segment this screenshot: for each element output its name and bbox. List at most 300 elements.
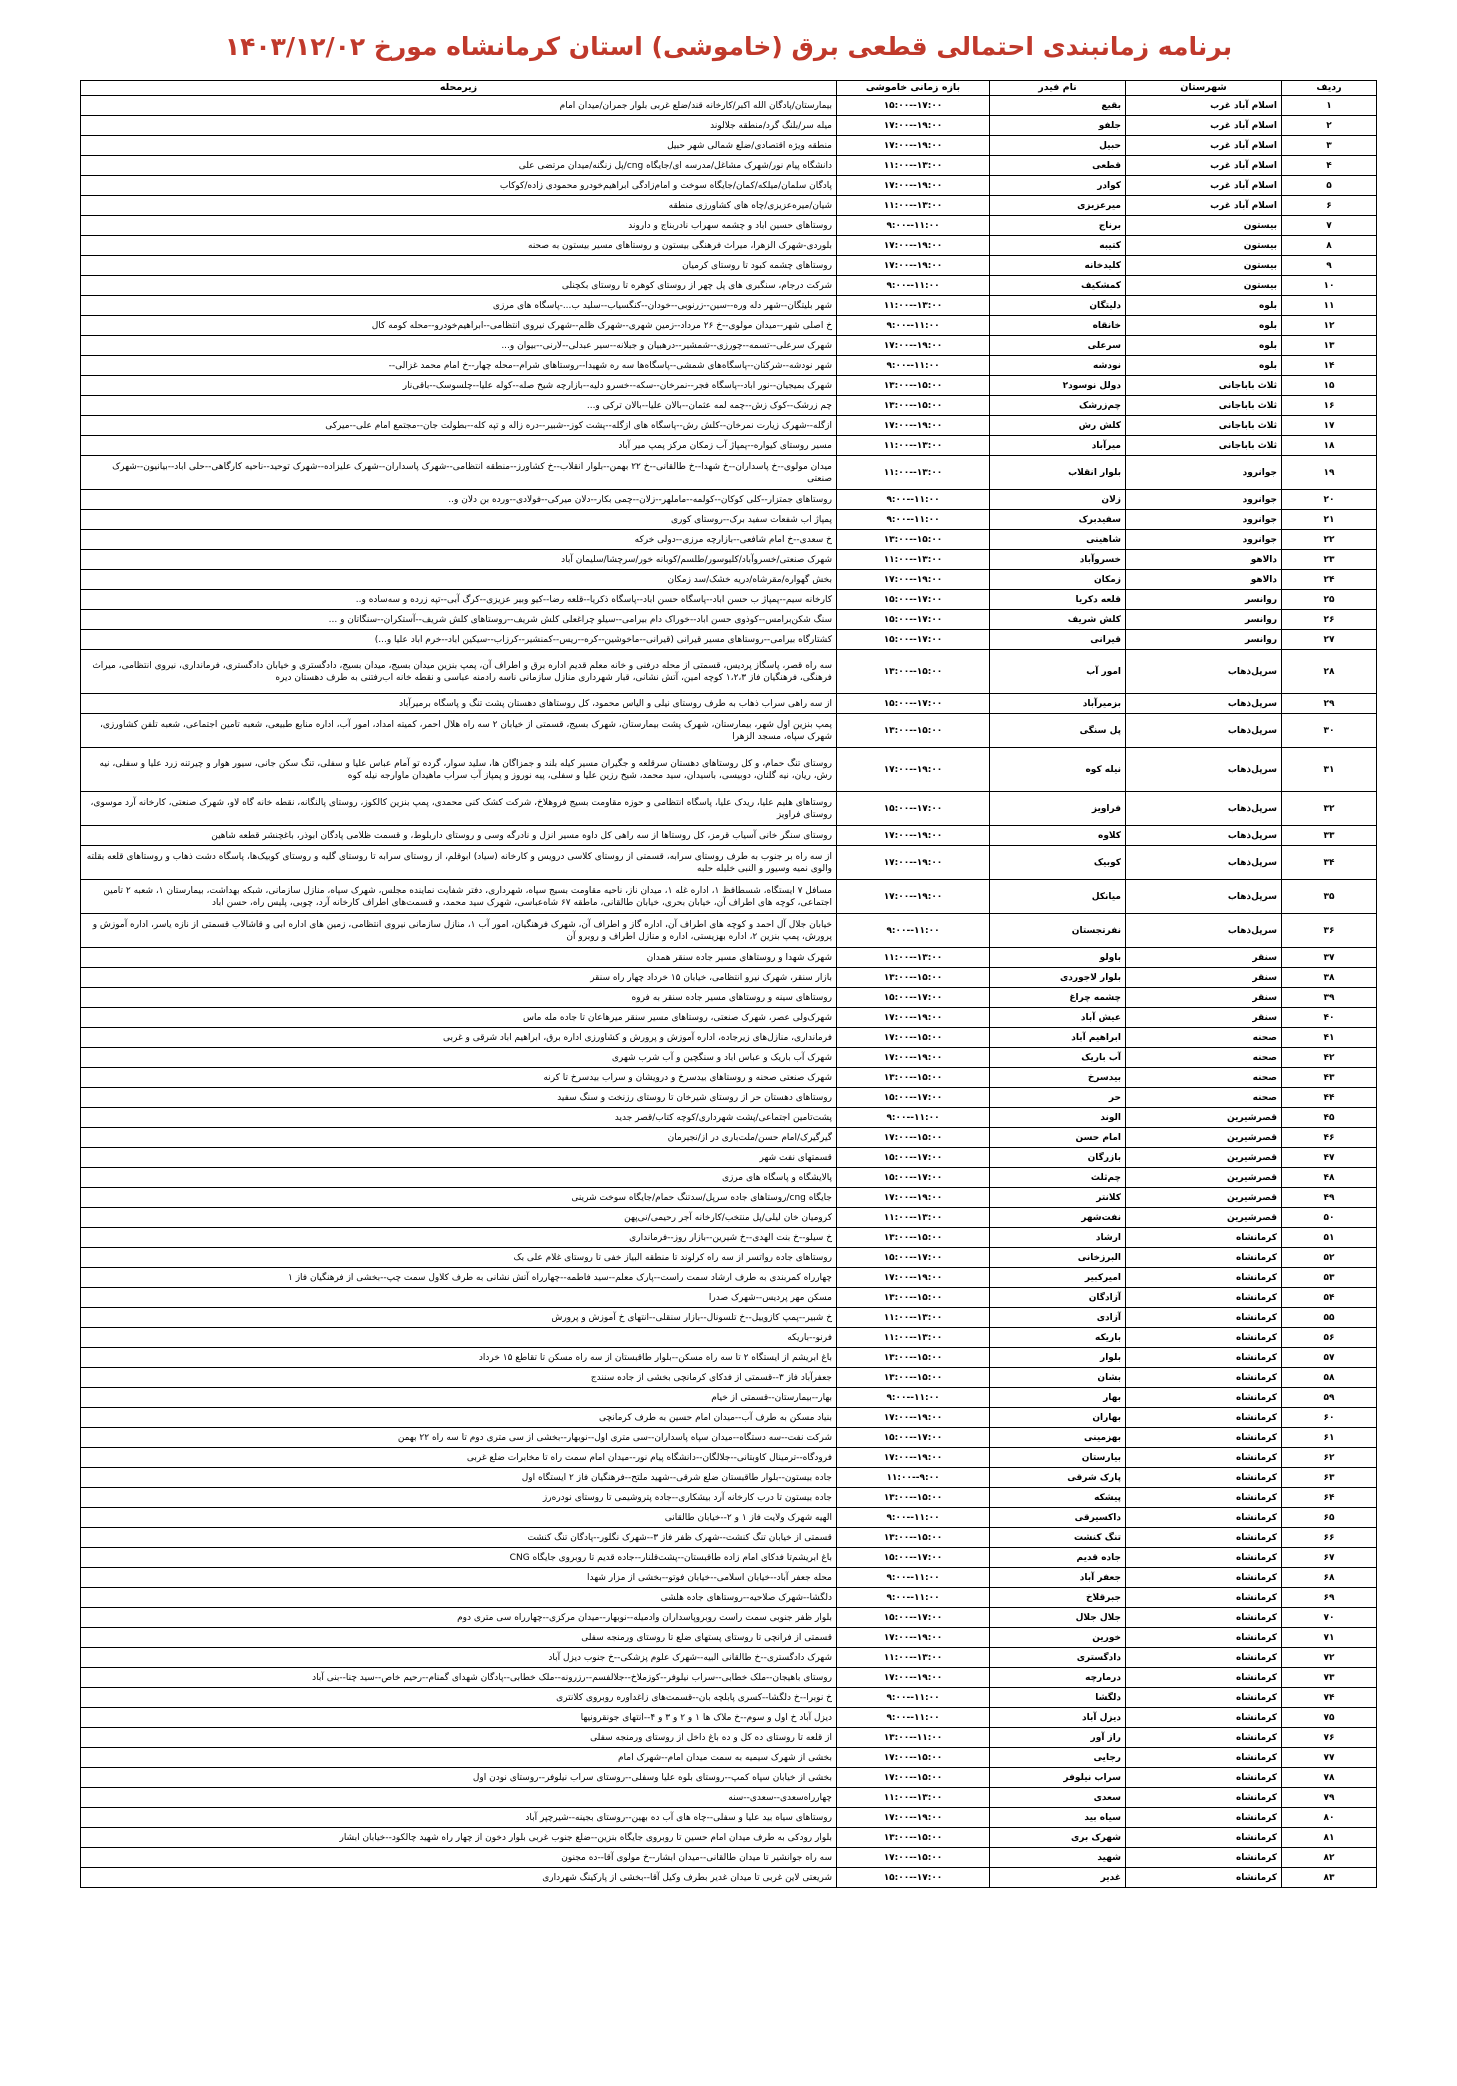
sub-area-cell: خ سیلو--خ بنت الهدی--خ شیرین--بازار روز--فرمانداری: [81, 1228, 837, 1248]
feeder-name-cell: پیشکه: [990, 1488, 1126, 1508]
feeder-name-cell: تنگ کنشت: [990, 1528, 1126, 1548]
row-number: ۱۱: [1282, 296, 1377, 316]
county-cell: سرپل‌ذهاب: [1126, 714, 1282, 748]
sub-area-cell: شهر نودشه--شرکتان--پاسگاه‌های شمشی--پاسگاه‌ها سه ر‌ه شهیدا--روستاهای شرام--محله چهار--خ امام محمد غزالی--: [81, 356, 837, 376]
row-number: ۷۰: [1282, 1608, 1377, 1628]
sub-area-cell: شرکت نفت--سه دستگاه--میدان سپاه پاسداران--سی متری اول--نوبهار--بخشی از سی متری دوم تا سه راه ۲۲ بهمن: [81, 1428, 837, 1448]
feeder-name-cell: کمشکیف: [990, 276, 1126, 296]
county-cell: سنقر: [1126, 968, 1282, 988]
feeder-name-cell: سفیدبرک: [990, 510, 1126, 530]
table-row: [81, 1468, 1377, 1488]
feeder-name-cell: چشمه چراغ: [990, 988, 1126, 1008]
table-row: [81, 1408, 1377, 1428]
county-cell: کرمانشاه: [1126, 1508, 1282, 1528]
row-number: ۴۲: [1282, 1048, 1377, 1068]
county-cell: کرمانشاه: [1126, 1288, 1282, 1308]
outage-window-cell: ۱۵:۰۰--۱۷:۰۰: [837, 1148, 990, 1168]
row-number: ۶۳: [1282, 1468, 1377, 1488]
outage-window-cell: ۱۷:۰۰--۱۵:۰۰: [837, 1768, 990, 1788]
row-number: ۴۹: [1282, 1188, 1377, 1208]
county-cell: قصرشیرین: [1126, 1168, 1282, 1188]
outage-window-cell: ۱۵:۰۰--۱۷:۰۰: [837, 590, 990, 610]
sub-area-cell: قسمتهای نفت شهر: [81, 1148, 837, 1168]
outage-window-cell: ۱۱:۰۰--۱۳:۰۰: [837, 196, 990, 216]
county-cell: بلوه: [1126, 356, 1282, 376]
row-number: ۸۳: [1282, 1868, 1377, 1888]
row-number: ۱۷: [1282, 416, 1377, 436]
outage-window-cell: ۱۷:۰۰--۱۹:۰۰: [837, 1188, 990, 1208]
row-number: ۳۱: [1282, 748, 1377, 792]
outage-window-cell: ۱۷:۰۰--۱۵:۰۰: [837, 1748, 990, 1768]
row-number: ۱۸: [1282, 436, 1377, 456]
sub-area-cell: روستای سنگر خانی آسیاب قرمز، کل روستاها از سه راهی کل داوه مسیر انزل و نادرگه وسی و روستای داربلوط، و قسمت ظلامی پادگان ابوذر، باغچنشر قطعه شاهین: [81, 826, 837, 846]
outage-window-cell: ۱۱:۰۰--۱۳:۰۰: [837, 1648, 990, 1668]
feeder-name-cell: زلان: [990, 490, 1126, 510]
outage-window-cell: ۱۳:۰۰--۱۵:۰۰: [837, 1368, 990, 1388]
row-number: ۷۹: [1282, 1788, 1377, 1808]
county-cell: بیستون: [1126, 256, 1282, 276]
feeder-name-cell: بیارستان: [990, 1448, 1126, 1468]
table-row: [81, 236, 1377, 256]
county-cell: کرمانشاه: [1126, 1808, 1282, 1828]
county-cell: کرمانشاه: [1126, 1748, 1282, 1768]
outage-window-cell: ۱۱:۰۰--۱۳:۰۰: [837, 1208, 990, 1228]
row-number: ۵۷: [1282, 1348, 1377, 1368]
row-number: ۳۵: [1282, 880, 1377, 914]
feeder-name-cell: درمارچه: [990, 1668, 1126, 1688]
feeder-name-cell: زمکان: [990, 570, 1126, 590]
feeder-name-cell: چم‌ثلث: [990, 1168, 1126, 1188]
county-cell: بیستون: [1126, 236, 1282, 256]
outage-window-cell: ۱۱:۰۰--۹:۰۰: [837, 1468, 990, 1488]
county-cell: روانسر: [1126, 610, 1282, 630]
outage-window-cell: ۱۷:۰۰--۱۹:۰۰: [837, 336, 990, 356]
outage-window-cell: ۱۱:۰۰--۱۳:۰۰: [837, 156, 990, 176]
sub-area-cell: بهار--بیمارستان--قسمتی از خیام: [81, 1388, 837, 1408]
row-number: ۴۶: [1282, 1128, 1377, 1148]
county-cell: قصرشیرین: [1126, 1188, 1282, 1208]
outage-window-cell: ۱۳:۰۰--۱۵:۰۰: [837, 1228, 990, 1248]
table-row: [81, 914, 1377, 948]
feeder-name-cell: دلیتگان: [990, 296, 1126, 316]
feeder-name-cell: سراب نیلوفر: [990, 1768, 1126, 1788]
feeder-name-cell: باولو: [990, 948, 1126, 968]
row-number: ۶۸: [1282, 1568, 1377, 1588]
outage-window-cell: ۱۷:۰۰--۱۹:۰۰: [837, 116, 990, 136]
county-cell: کرمانشاه: [1126, 1408, 1282, 1428]
outage-window-cell: ۹:۰۰--۱۱:۰۰: [837, 1588, 990, 1608]
table-row: [81, 530, 1377, 550]
outage-window-cell: ۱۳:۰۰--۱۱:۰۰: [837, 1728, 990, 1748]
feeder-name-cell: امیرکبیر: [990, 1268, 1126, 1288]
county-cell: کرمانشاه: [1126, 1628, 1282, 1648]
table-row: [81, 880, 1377, 914]
county-cell: روانسر: [1126, 630, 1282, 650]
county-cell: کرمانشاه: [1126, 1848, 1282, 1868]
county-cell: سنقر: [1126, 1008, 1282, 1028]
outage-window-cell: ۱۵:۰۰--۱۷:۰۰: [837, 1428, 990, 1448]
sub-area-cell: خ سعدی--خ امام شافعی--بازارچه مرزی--دولی خرکه: [81, 530, 837, 550]
row-number: ۲۳: [1282, 550, 1377, 570]
county-cell: سنقر: [1126, 948, 1282, 968]
feeder-name-cell: آب باریک: [990, 1048, 1126, 1068]
outage-window-cell: ۱۷:۰۰--۱۵:۰۰: [837, 1128, 990, 1148]
row-number: ۱۹: [1282, 456, 1377, 490]
row-number: ۴۰: [1282, 1008, 1377, 1028]
row-number: ۴۷: [1282, 1148, 1377, 1168]
outage-window-cell: ۱۷:۰۰--۱۹:۰۰: [837, 748, 990, 792]
row-number: ۷۴: [1282, 1688, 1377, 1708]
row-number: ۸۱: [1282, 1828, 1377, 1848]
outage-window-cell: ۱۷:۰۰--۱۹:۰۰: [837, 1668, 990, 1688]
feeder-name-cell: چم‌زرشک: [990, 396, 1126, 416]
table-row: [81, 1728, 1377, 1748]
outage-window-cell: ۱۵:۰۰--۱۷:۰۰: [837, 1088, 990, 1108]
county-cell: اسلام آباد غرب: [1126, 176, 1282, 196]
outage-window-cell: ۱۷:۰۰--۱۹:۰۰: [837, 1808, 990, 1828]
sub-area-cell: شهرک صنعتی صحنه و روستاهای بیدسرخ و درویشان و سراب بیدسرخ تا کرنه: [81, 1068, 837, 1088]
feeder-name-cell: جلال جلال: [990, 1608, 1126, 1628]
sub-area-cell: روستای باهیجان--ملک خطابی--سراب نیلوفر--کوزملاخ--جلالفسم--رزرونه--ملک خطابی--پادگان شهدای گمنام--رحیم خاص--سید چنا--بنی آباد: [81, 1668, 837, 1688]
county-cell: کرمانشاه: [1126, 1468, 1282, 1488]
outage-window-cell: ۱۷:۰۰--۱۵:۰۰: [837, 1028, 990, 1048]
sub-area-cell: منطقه ویژه اقتصادی/ضلع شمالی شهر حبیل: [81, 136, 837, 156]
sub-area-cell: روستاهای چشمه کبود تا روستای کرمیان: [81, 256, 837, 276]
outage-window-cell: ۹:۰۰--۱۱:۰۰: [837, 510, 990, 530]
sub-area-cell: خ شبیر--پمپ کازوییل--خ تلسونال--بازار سنقلی--انتهای خ آموزش و پرورش: [81, 1308, 837, 1328]
table-row: [81, 490, 1377, 510]
row-number: ۲۵: [1282, 590, 1377, 610]
outage-window-cell: ۱۳:۰۰--۱۵:۰۰: [837, 376, 990, 396]
outage-window-cell: ۱۵:۰۰--۱۷:۰۰: [837, 1548, 990, 1568]
outage-window-cell: ۹:۰۰--۱۱:۰۰: [837, 1108, 990, 1128]
sub-area-cell: قسمتی از فرانچی تا روستای پستهای ضلع تا روستای ورمنجه سفلی: [81, 1628, 837, 1648]
sub-area-cell: شهر بلیتگان--شهر دله وره--سین--زرنوبی--خودان--کنگسیاب--سلید ب...-پاسگاه های مرزی: [81, 296, 837, 316]
sub-area-cell: از قلعه تا روستای ده کل و ده باغ داخل از روستای ورمنجه سفلی: [81, 1728, 837, 1748]
outage-window-cell: ۹:۰۰--۱۱:۰۰: [837, 356, 990, 376]
outage-window-cell: ۱۳:۰۰--۱۵:۰۰: [837, 1068, 990, 1088]
sub-area-cell: شرکت درجام، سنگبری های پل چهر از روستای کوهره تا روستای بکچنلی: [81, 276, 837, 296]
row-number: ۶۴: [1282, 1488, 1377, 1508]
outage-window-cell: ۱۵:۰۰--۱۷:۰۰: [837, 1868, 990, 1888]
county-cell: سرپل‌ذهاب: [1126, 846, 1282, 880]
county-cell: کرمانشاه: [1126, 1728, 1282, 1748]
feeder-name-cell: قلعه دکریا: [990, 590, 1126, 610]
table-row: [81, 1048, 1377, 1068]
feeder-name-cell: کلاوه: [990, 826, 1126, 846]
header-row-number: ردیف: [1282, 81, 1377, 96]
feeder-name-cell: بازرگان: [990, 1148, 1126, 1168]
sub-area-cell: باغ ابریشم‌تا فدکای امام زاده طاقبستان--پشت‌قلنار--جاده قدیم تا روبروی جایگاه CNG: [81, 1548, 837, 1568]
county-cell: اسلام آباد غرب: [1126, 156, 1282, 176]
outage-window-cell: ۱۳:۰۰--۱۵:۰۰: [837, 714, 990, 748]
sub-area-cell: قسمتی از خیابان تنگ کنشت--شهرک ظفر فاز ۳--شهرک نگلور--پادگان تنگ کنشت: [81, 1528, 837, 1548]
feeder-name-cell: شهید: [990, 1848, 1126, 1868]
county-cell: کرمانشاه: [1126, 1488, 1282, 1508]
sub-area-cell: جایگاه cng/روستاهای جاده سرپل/سدتنگ حمام/جایگاه سوخت شرینی: [81, 1188, 837, 1208]
county-cell: کرمانشاه: [1126, 1428, 1282, 1448]
row-number: ۹: [1282, 256, 1377, 276]
row-number: ۵۸: [1282, 1368, 1377, 1388]
county-cell: صحنه: [1126, 1048, 1282, 1068]
county-cell: بلوه: [1126, 316, 1282, 336]
table-row: [81, 948, 1377, 968]
row-number: ۲۰: [1282, 490, 1377, 510]
table-row: [81, 1068, 1377, 1088]
county-cell: کرمانشاه: [1126, 1548, 1282, 1568]
feeder-name-cell: جاده قدیم: [990, 1548, 1126, 1568]
feeder-name-cell: بزمیرآباد: [990, 694, 1126, 714]
county-cell: بلوه: [1126, 296, 1282, 316]
table-row: [81, 1608, 1377, 1628]
feeder-name-cell: راز آور: [990, 1728, 1126, 1748]
table-row: [81, 96, 1377, 116]
county-cell: اسلام آباد غرب: [1126, 116, 1282, 136]
row-number: ۴۳: [1282, 1068, 1377, 1088]
outage-window-cell: ۱۳:۰۰--۱۵:۰۰: [837, 1488, 990, 1508]
county-cell: سرپل‌ذهاب: [1126, 792, 1282, 826]
sub-area-cell: روستای تنگ حمام، و کل روستاهای دهستان سرقلعه و جگیران مسیر کیله بلند و جمزاگان ها، سلید سوار، گرده تو آمام عباس علیا و سفلی، تنگ سکن جانی، سیور هوار و چیرتنه زرد علیا و سفلی، نیه رش، ریان، نیه گلنان، دوبیسی، باسیدان، سید محمد، شیخ رزین علیا و سفلی، پیه نوروز و پمپاز آب سراب ماهیدان ماوارجه نیله کوه: [81, 748, 837, 792]
county-cell: قصرشیرین: [1126, 1128, 1282, 1148]
county-cell: کرمانشاه: [1126, 1328, 1282, 1348]
feeder-name-cell: حبیل: [990, 136, 1126, 156]
table-row: [81, 356, 1377, 376]
row-number: ۱۴: [1282, 356, 1377, 376]
table-row: [81, 748, 1377, 792]
row-number: ۱: [1282, 96, 1377, 116]
feeder-name-cell: البرزخانی: [990, 1248, 1126, 1268]
table-row: [81, 216, 1377, 236]
row-number: ۱۳: [1282, 336, 1377, 356]
county-cell: کرمانشاه: [1126, 1228, 1282, 1248]
sub-area-cell: میله سر/بلنگ گرد/منطقه جلالوند: [81, 116, 837, 136]
county-cell: کرمانشاه: [1126, 1388, 1282, 1408]
outage-window-cell: ۱۱:۰۰--۱۳:۰۰: [837, 1788, 990, 1808]
table-row: [81, 1248, 1377, 1268]
header-outage-window: بازه زمانی خاموشی: [837, 81, 990, 96]
row-number: ۷۸: [1282, 1768, 1377, 1788]
row-number: ۶۵: [1282, 1508, 1377, 1528]
table-row: [81, 1628, 1377, 1648]
table-row: [81, 1188, 1377, 1208]
county-cell: سرپل‌ذهاب: [1126, 880, 1282, 914]
table-row: [81, 630, 1377, 650]
county-cell: کرمانشاه: [1126, 1648, 1282, 1668]
sub-area-cell: خ نوبرا--خ دلگشا--کسری پابلچه بان--قسمت‌های زاغداوره روبروی کلانتری: [81, 1688, 837, 1708]
table-row: [81, 1308, 1377, 1328]
table-row: [81, 1668, 1377, 1688]
outage-window-cell: ۱۵:۰۰--۱۷:۰۰: [837, 792, 990, 826]
table-row: [81, 1788, 1377, 1808]
sub-area-cell: دانشگاه پیام نور/شهرک مشاغل/مدرسه ای/جایگاه cng/پل زنگنه/میدان مرتضی علی: [81, 156, 837, 176]
table-row: [81, 1088, 1377, 1108]
county-cell: اسلام آباد غرب: [1126, 96, 1282, 116]
row-number: ۲۹: [1282, 694, 1377, 714]
row-number: ۷۲: [1282, 1648, 1377, 1668]
row-number: ۳۷: [1282, 948, 1377, 968]
row-number: ۵۴: [1282, 1288, 1377, 1308]
table-row: [81, 416, 1377, 436]
county-cell: سرپل‌ذهاب: [1126, 694, 1282, 714]
outage-window-cell: ۱۵:۰۰--۱۷:۰۰: [837, 1248, 990, 1268]
sub-area-cell: بازار سنقر، شهرک نیرو انتظامی، خیابان ۱۵ خرداد چهار راه سنقر: [81, 968, 837, 988]
feeder-name-cell: نودشه: [990, 356, 1126, 376]
county-cell: کرمانشاه: [1126, 1248, 1282, 1268]
outage-window-cell: ۱۷:۰۰--۱۹:۰۰: [837, 1408, 990, 1428]
county-cell: جوانرود: [1126, 530, 1282, 550]
sub-area-cell: شهرک دادگستری--خ طالقانی البیه--شهرک علوم پزشکی--خ جنوب دیزل آباد: [81, 1648, 837, 1668]
county-cell: دالاهو: [1126, 570, 1282, 590]
row-number: ۳۹: [1282, 988, 1377, 1008]
sub-area-cell: از سه راهی سراب ذهاب به طرف روستای نیلی و الیاس محمود، کل روستاهای دهستان پشت تنگ و پاسگاه برمیرآباد: [81, 694, 837, 714]
feeder-name-cell: باریکه: [990, 1328, 1126, 1348]
row-number: ۵: [1282, 176, 1377, 196]
outage-window-cell: ۱۷:۰۰--۱۹:۰۰: [837, 176, 990, 196]
table-row: [81, 610, 1377, 630]
sub-area-cell: محله جعفر آباد--خیابان اسلامی--خیابان فوتو--بخشی از مزار شهدا: [81, 1568, 837, 1588]
sub-area-cell: چهارراه‌سعدی--سعدی--سنه: [81, 1788, 837, 1808]
outage-window-cell: ۱۵:۰۰--۱۷:۰۰: [837, 694, 990, 714]
feeder-name-cell: کلیدخانه: [990, 256, 1126, 276]
table-row: [81, 1388, 1377, 1408]
table-row: [81, 792, 1377, 826]
feeder-name-cell: خانقاه: [990, 316, 1126, 336]
sub-area-cell: مسکن مهر پردیس--شهرک صدرا: [81, 1288, 837, 1308]
sub-area-cell: بلوار ظفر جنوبی سمت راست روبروپاسداران وادمیله--نوبهار--میدان مرکزی--چهارراه سی متری دوم: [81, 1608, 837, 1628]
outage-window-cell: ۱۱:۰۰--۱۳:۰۰: [837, 948, 990, 968]
outage-window-cell: ۹:۰۰--۱۱:۰۰: [837, 1708, 990, 1728]
table-row: [81, 316, 1377, 336]
table-row: [81, 156, 1377, 176]
table-row: [81, 1688, 1377, 1708]
outage-window-cell: ۱۵:۰۰--۱۷:۰۰: [837, 1168, 990, 1188]
sub-area-cell: فرنو--باریکه: [81, 1328, 837, 1348]
row-number: ۳۲: [1282, 792, 1377, 826]
sub-area-cell: دیزل آباد خ اول و سوم--خ ملاک ها ۱ و ۲ و ۳ و ۴--انتهای جونقرونیها: [81, 1708, 837, 1728]
feeder-name-cell: خسروآباد: [990, 550, 1126, 570]
county-cell: ثلاث باباجانی: [1126, 376, 1282, 396]
county-cell: قصرشیرین: [1126, 1108, 1282, 1128]
sub-area-cell: از سه راه بر جنوب به طرف روستای سرابه، قسمتی از روستای کلاسی درویس و کارخانه (سیاد) ابوقلم، از روستای سرابه تا روستای گلیه و روستای کوبیک‌ها، پاسگاه دشت ذهاب و روستاهای قلعه بقلته والوی نمیه وسیور و النبی خلبله حلبه: [81, 846, 837, 880]
sub-area-cell: روستاهای جاده رواتسر از سه راه کرلوند تا منطقه البیاز خفی تا روستای غلام علی بک: [81, 1248, 837, 1268]
table-row: [81, 1168, 1377, 1188]
outage-window-cell: ۱۵:۰۰--۱۷:۰۰: [837, 630, 990, 650]
outage-window-cell: ۱۵:۰۰--۱۷:۰۰: [837, 96, 990, 116]
sub-area-cell: شهرک‌ولی عصر، شهرک صنعتی، روستاهای مسیر سنقر میرهاعان تا جاده مله ماس: [81, 1008, 837, 1028]
row-number: ۲۷: [1282, 630, 1377, 650]
sub-area-cell: بنیاد مسکن به طرف آب--میدان امام حسین به طرف کرمانچی: [81, 1408, 837, 1428]
table-row: [81, 1028, 1377, 1048]
row-number: ۱۰: [1282, 276, 1377, 296]
county-cell: جوانرود: [1126, 510, 1282, 530]
county-cell: کرمانشاه: [1126, 1588, 1282, 1608]
row-number: ۶۰: [1282, 1408, 1377, 1428]
feeder-name-cell: کوادر: [990, 176, 1126, 196]
header-sub-area: زیرمحله: [81, 81, 837, 96]
table-row: [81, 1448, 1377, 1468]
sub-area-cell: سه راه جوانشیر تا میدان طالقانی--میدان ابشار--خ مولوی آقا--ده مجنون: [81, 1848, 837, 1868]
outage-window-cell: ۱۳:۰۰--۱۵:۰۰: [837, 968, 990, 988]
table-row: [81, 1368, 1377, 1388]
row-number: ۱۶: [1282, 396, 1377, 416]
row-number: ۵۰: [1282, 1208, 1377, 1228]
county-cell: ثلاث باباجانی: [1126, 436, 1282, 456]
sub-area-cell: بلوار رودکی به طرف میدان امام حسین تا روبروی جایگاه بنزین--ضلع جنوب غربی بلوار دخون از چهار راه شهید چالکود--خیابان ابشار: [81, 1828, 837, 1848]
table-row: [81, 276, 1377, 296]
sub-area-cell: چم زرشک--کوک زش--چمه لمه عثمان--بالان علیا--بالان ترکی و...: [81, 396, 837, 416]
county-cell: سرپل‌ذهاب: [1126, 914, 1282, 948]
feeder-name-cell: بیدسرخ: [990, 1068, 1126, 1088]
county-cell: بیستون: [1126, 276, 1282, 296]
row-number: ۴: [1282, 156, 1377, 176]
feeder-name-cell: الوند: [990, 1108, 1126, 1128]
outage-window-cell: ۹:۰۰--۱۱:۰۰: [837, 1508, 990, 1528]
row-number: ۱۵: [1282, 376, 1377, 396]
feeder-name-cell: میانکل: [990, 880, 1126, 914]
outage-window-cell: ۱۳:۰۰--۱۵:۰۰: [837, 530, 990, 550]
row-number: ۵۹: [1282, 1388, 1377, 1408]
county-cell: سنقر: [1126, 988, 1282, 1008]
table-row: [81, 714, 1377, 748]
table-row: [81, 1328, 1377, 1348]
outage-window-cell: ۱۳:۰۰--۱۵:۰۰: [837, 1348, 990, 1368]
outage-window-cell: ۱۱:۰۰--۱۳:۰۰: [837, 550, 990, 570]
table-row: [81, 376, 1377, 396]
outage-window-cell: ۱۷:۰۰--۱۹:۰۰: [837, 136, 990, 156]
table-row: [81, 1108, 1377, 1128]
row-number: ۵۵: [1282, 1308, 1377, 1328]
table-row: [81, 1508, 1377, 1528]
header-feeder-name: نام فیدر: [990, 81, 1126, 96]
feeder-name-cell: رجایی: [990, 1748, 1126, 1768]
county-cell: کرمانشاه: [1126, 1608, 1282, 1628]
feeder-name-cell: دولل نوسود۲: [990, 376, 1126, 396]
sub-area-cell: پشت‌تامین اجتماعی/پشت شهرداری/کوچه کتاب/قصر جدید: [81, 1108, 837, 1128]
feeder-name-cell: بهار: [990, 1388, 1126, 1408]
table-row: [81, 1148, 1377, 1168]
county-cell: قصرشیرین: [1126, 1148, 1282, 1168]
county-cell: کرمانشاه: [1126, 1368, 1282, 1388]
page-title: برنامه زمانبندی احتمالی قطعی برق (خاموشی) استان کرمانشاه مورخ ۱۴۰۳/۱۲/۰۲: [224, 32, 1233, 61]
sub-area-cell: بیمارستان/پادگان الله اکبر/کارخانه قند/ضلع غربی بلوار جمران/میدان امام: [81, 96, 837, 116]
sub-area-cell: دلگشا--شهرک صلاحیه--روستاهای جاده هلشی: [81, 1588, 837, 1608]
feeder-name-cell: سعدی: [990, 1788, 1126, 1808]
row-number: ۷۳: [1282, 1668, 1377, 1688]
county-cell: جوانرود: [1126, 456, 1282, 490]
sub-area-cell: ازگله--شهرک زیارت نمرخان--کلش رش--پاسگاه های ازگله--پشت کوز--شبیر--دره زاله و تپه کله--بطولت جان--مجتمع امام علی--میرکی: [81, 416, 837, 436]
sub-area-cell: مسیر روستای کیواره--پمپاژ آب زمکان مرکز پمپ میر آباد: [81, 436, 837, 456]
table-row: [81, 590, 1377, 610]
table-row: [81, 1268, 1377, 1288]
row-number: ۵۲: [1282, 1248, 1377, 1268]
outage-window-cell: ۱۳:۰۰--۱۵:۰۰: [837, 1528, 990, 1548]
county-cell: کرمانشاه: [1126, 1788, 1282, 1808]
county-cell: سرپل‌ذهاب: [1126, 748, 1282, 792]
row-number: ۳۸: [1282, 968, 1377, 988]
sub-area-cell: الهیه شهرک ولایت فاز ۱ و ۲--خیابان طالقانی: [81, 1508, 837, 1528]
sub-area-cell: باغ ابریشم از ایستگاه ۲ تا سه راه مسکن--بلوار طاقبستان از سه راه مسکن تا تقاطع ۱۵ خرداد: [81, 1348, 837, 1368]
sub-area-cell: کشتارگاه بیرامی--روستاهای مسیر قیرانی (قیرانی--ماخوشین--کره--ریس--کمنشیر--کرزاب--سیکین اباد--خرم اباد علیا و...): [81, 630, 837, 650]
table-row: [81, 1348, 1377, 1368]
row-number: ۲: [1282, 116, 1377, 136]
table-row: [81, 826, 1377, 846]
county-cell: کرمانشاه: [1126, 1528, 1282, 1548]
outage-window-cell: ۱۷:۰۰--۱۹:۰۰: [837, 880, 990, 914]
county-cell: کرمانشاه: [1126, 1448, 1282, 1468]
sub-area-cell: روستاهای دهستان حر از روستای شیرخان تا روستای رزنخت و سنگ سفید: [81, 1088, 837, 1108]
sub-area-cell: پمپ بنزین اول شهر، بیمارستان، شهرک پشت بیمارستان، شهرک بسیج، قسمتی از خیابان ۲ سه راه هلال احمر، کمیته امداد، امور آب، اداره منابع طبیعی، شعبه تامین اجتماعی، شعبه تلفن کشاورزی، شهرک سپاه، مسجد الزهرا: [81, 714, 837, 748]
row-number: ۷۶: [1282, 1728, 1377, 1748]
